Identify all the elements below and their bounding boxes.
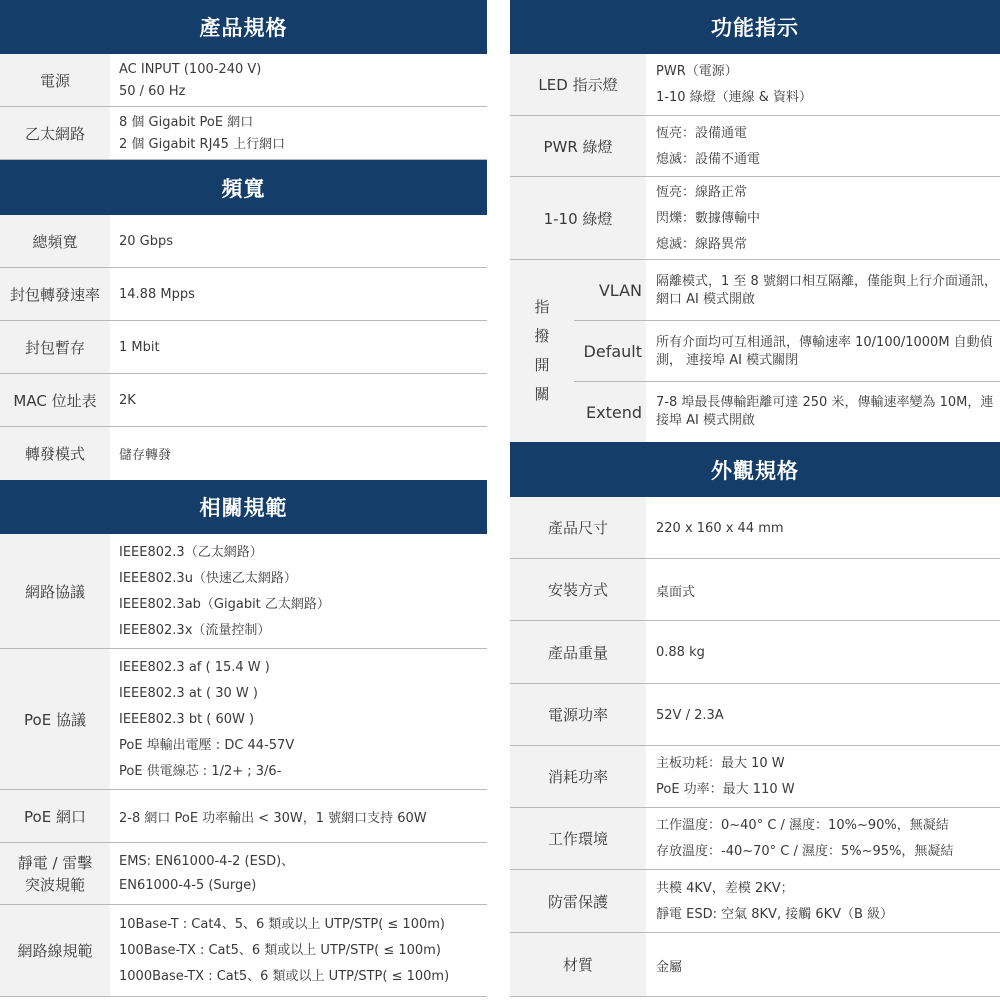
bandwidth-row-forwarding-rate bbox=[0, 268, 487, 321]
dip-row-extend bbox=[510, 382, 1000, 442]
row-value: 14.88 Mpps bbox=[119, 287, 195, 302]
row-value: 儲存轉發 bbox=[119, 448, 172, 463]
dip-mode-label: Extend bbox=[586, 402, 642, 422]
standards-row-poe-protocol bbox=[0, 649, 487, 790]
section-header-appearance bbox=[510, 442, 1000, 497]
bandwidth-row-total bbox=[0, 215, 487, 268]
row-value: 恆亮：線路正常 閃爍：數據傳輸中 熄滅：線路異常 bbox=[656, 184, 761, 252]
row-value: PWR（電源） 1-10 綠燈（連線 & 資料） bbox=[656, 64, 813, 105]
row-label: 電源 bbox=[0, 54, 110, 107]
row-value: 主板功耗：最大 10 W PoE 功率：最大 110 W bbox=[656, 756, 795, 797]
right-column bbox=[510, 0, 1000, 1000]
section-header-standards bbox=[0, 480, 487, 534]
dip-mode-label: VLAN bbox=[598, 281, 642, 300]
row-value: 0.88 kg bbox=[656, 645, 705, 660]
section-title: 產品規格 bbox=[199, 16, 288, 40]
row-value: IEEE802.3（乙太網路） IEEE802.3u（快速乙太網路） IEEE802.3ab（Gigabit 乙太網路） IEEE802.3x（流量控制） bbox=[119, 544, 330, 638]
appearance-row-environment bbox=[510, 808, 1000, 870]
row-value: 所有介面均可互相通訊，傳輸速率 10/100/1000M 自動偵測， 連接埠 AI 模式關閉 bbox=[656, 334, 993, 368]
row-value: 工作溫度：0~40° C / 濕度：10%~90%，無凝結 存放溫度：-40~70° C / 濕度：5%~95%，無凝結 bbox=[656, 818, 954, 859]
row-value: 桌面式 bbox=[656, 584, 696, 600]
row-value: 共模 4KV，差模 2KV； 靜電 ESD: 空氣 8KV, 接觸 6KV（B 級） bbox=[656, 880, 894, 922]
section-header-indicators bbox=[510, 0, 1000, 54]
section-title: 外觀規格 bbox=[711, 458, 799, 483]
row-value: 隔離模式，1 至 8 號網口相互隔離，僅能與上行介面通訊，網口 AI 模式開啟 bbox=[656, 273, 997, 307]
bandwidth-row-mac-table bbox=[0, 374, 487, 427]
row-label: PoE 協議 bbox=[0, 649, 110, 790]
dip-row-default bbox=[510, 321, 1000, 382]
row-value: 220 x 160 x 44 mm bbox=[656, 520, 784, 536]
row-value: 8 個 Gigabit PoE 網口 2 個 Gigabit RJ45 上行網口 bbox=[119, 114, 286, 152]
section-title: 功能指示 bbox=[711, 16, 799, 40]
row-label: 封包暫存 bbox=[0, 321, 110, 374]
row-label: PWR 綠燈 bbox=[510, 116, 646, 177]
standards-row-network-protocol bbox=[0, 534, 487, 649]
row-label: 安裝方式 bbox=[510, 559, 646, 621]
appearance-row-mounting bbox=[510, 559, 1000, 621]
bandwidth-row-forward-mode bbox=[0, 427, 487, 480]
row-label: 產品重量 bbox=[510, 621, 646, 684]
spec-row-ethernet bbox=[0, 107, 487, 160]
standards-row-cable bbox=[0, 905, 487, 997]
dip-row-vlan bbox=[510, 260, 1000, 321]
row-label: 材質 bbox=[510, 933, 646, 997]
row-label: 防雷保護 bbox=[510, 870, 646, 933]
appearance-row-lightning bbox=[510, 870, 1000, 933]
row-label: 消耗功率 bbox=[510, 746, 646, 808]
dip-switch-label: 指 撥 開 關 bbox=[534, 298, 550, 403]
row-value: IEEE802.3 af ( 15.4 W ) IEEE802.3 at ( 30 W ) IEEE802.3 bt ( 60W ) PoE 埠輸出電壓 : DC 44-57V PoE 供電線芯 : 1/2+ ; 3/6- bbox=[119, 659, 295, 779]
row-label: 轉發模式 bbox=[0, 427, 110, 480]
row-label: 網路線規範 bbox=[0, 905, 110, 997]
row-label: LED 指示燈 bbox=[510, 54, 646, 116]
row-value: AC INPUT (100-240 V) 50 / 60 Hz bbox=[119, 61, 262, 99]
bandwidth-row-buffer bbox=[0, 321, 487, 374]
row-value: 2K bbox=[119, 393, 136, 408]
row-label: 電源功率 bbox=[510, 684, 646, 746]
appearance-row-dimensions bbox=[510, 497, 1000, 559]
row-label: MAC 位址表 bbox=[0, 374, 110, 427]
dip-mode-label: Default bbox=[583, 342, 642, 361]
left-column bbox=[0, 0, 487, 1000]
appearance-row-consumption bbox=[510, 746, 1000, 808]
row-label: 工作環境 bbox=[510, 808, 646, 870]
row-value: EMS: EN61000-4-2 (ESD)、 EN61000-4-5 (Surge) bbox=[119, 854, 295, 893]
row-value: 7-8 埠最長傳輸距離可達 250 米，傳輸速率變為 10M，連接埠 AI 模式開啟 bbox=[656, 395, 994, 428]
spec-row-power bbox=[0, 54, 487, 107]
row-value: 金屬 bbox=[656, 959, 683, 975]
row-value: 20 Gbps bbox=[119, 234, 174, 249]
row-label: 1-10 綠燈 bbox=[510, 177, 646, 260]
row-label: 網路協議 bbox=[0, 534, 110, 649]
indicator-row-led bbox=[510, 54, 1000, 116]
section-title: 相關規範 bbox=[199, 496, 288, 520]
section-title: 頻寬 bbox=[221, 176, 266, 201]
row-value: 1 Mbit bbox=[119, 340, 160, 355]
appearance-row-weight bbox=[510, 621, 1000, 684]
row-label: 產品尺寸 bbox=[510, 497, 646, 559]
indicator-row-pwr-green bbox=[510, 116, 1000, 177]
row-label: 靜電 / 雷擊 突波規範 bbox=[0, 843, 110, 905]
row-label: 乙太網路 bbox=[0, 107, 110, 160]
row-value: 恆亮：設備通電 熄滅：設備不通電 bbox=[656, 125, 761, 167]
appearance-row-power-rating bbox=[510, 684, 1000, 746]
standards-row-poe-port bbox=[0, 790, 487, 843]
row-value: 10Base-T : Cat4、5、6 類或以上 UTP/STP( ≤ 100m) 100Base-TX : Cat5、6 類或以上 UTP/STP( ≤ 100m) 1000Base-TX : Cat5、6 類或以上 UTP/STP( ≤ 100m) bbox=[119, 917, 450, 984]
section-header-spec bbox=[0, 0, 487, 54]
row-label: 總頻寬 bbox=[0, 215, 110, 268]
standards-row-esd-surge bbox=[0, 843, 487, 905]
appearance-row-material bbox=[510, 933, 1000, 997]
section-header-bandwidth bbox=[0, 160, 487, 215]
indicator-row-port-green bbox=[510, 177, 1000, 260]
row-label: 封包轉發速率 bbox=[0, 268, 110, 321]
row-value: 2-8 網口 PoE 功率輸出 < 30W，1 號網口支持 60W bbox=[119, 811, 427, 826]
row-label: PoE 網口 bbox=[0, 790, 110, 843]
row-value: 52V / 2.3A bbox=[656, 707, 724, 723]
